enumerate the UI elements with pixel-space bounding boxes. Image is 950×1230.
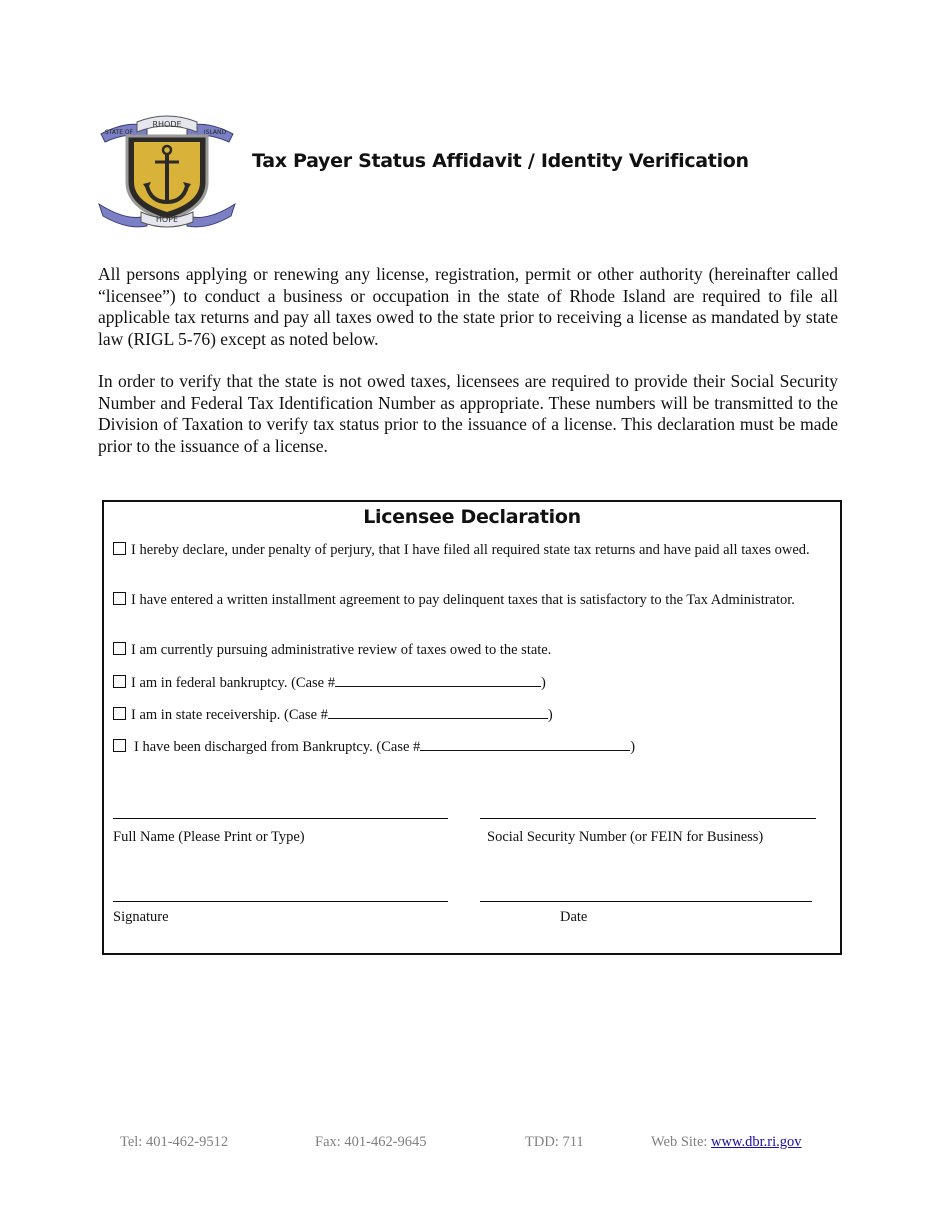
date-label: Date: [560, 909, 588, 925]
declaration-item-suffix: ): [541, 675, 546, 691]
footer-fax: Fax: 401-462-9645: [315, 1134, 427, 1150]
seal-text-left: STATE OF: [104, 129, 134, 136]
intro-paragraph-1: All persons applying or renewing any license, registration, permit or other authority (hereinafter called “licensee”) to conduct a business or occupation in the state of Rhode Island are required to file all applicable tax returns and pay all taxes owed to the state prior to receiving a license as mandated by state law (RIGL 5-76) except as noted below.: [98, 264, 838, 349]
declaration-item-installment: [113, 590, 829, 611]
declaration-item-label: I am currently pursuing administrative review of taxes owed to the state.: [131, 642, 552, 658]
signature-label: Signature: [113, 909, 169, 925]
declaration-item-discharged-bankruptcy: [113, 736, 829, 758]
seal-text-top: RHODE: [152, 120, 182, 129]
signature-field[interactable]: [113, 901, 448, 902]
checkbox-installment[interactable]: [113, 592, 126, 605]
page-title: Tax Payer Status Affidavit / Identity Verification: [252, 150, 749, 172]
declaration-item-label: I am in state receivership. (Case #: [131, 707, 328, 723]
ssn-fein-label: Social Security Number (or FEIN for Business): [487, 829, 764, 845]
licensee-declaration-box: [102, 500, 842, 955]
rhode-island-seal-logo: [97, 112, 237, 230]
website-label: Web Site:: [651, 1134, 712, 1150]
declaration-item-label: I have entered a written installment agreement to pay delinquent taxes that is satisfactory to the Tax Administrator.: [131, 592, 795, 608]
seal-text-bottom: HOPE: [155, 215, 179, 224]
intro-paragraph-2: In order to verify that the state is not owed taxes, licensees are required to provide their Social Security Number and Federal Tax Identification Number as appropriate. These numbers will be transmitted to the Division of Taxation to verify tax status prior to the issuance of a license. This declaration must be made prior to the issuance of a license.: [98, 371, 838, 456]
discharged-bankruptcy-case-number-field[interactable]: [420, 736, 630, 751]
date-field[interactable]: [480, 901, 812, 902]
footer-website: [651, 1134, 802, 1151]
ssn-fein-field[interactable]: [480, 818, 816, 819]
declaration-item-suffix: ): [630, 739, 636, 755]
declaration-item-federal-bankruptcy: [113, 672, 829, 694]
checkbox-filed-returns[interactable]: [113, 542, 126, 555]
full-name-field[interactable]: [113, 818, 448, 819]
declaration-item-state-receivership: [113, 704, 829, 726]
checkbox-admin-review[interactable]: [113, 642, 126, 655]
declaration-item-filed-returns: [113, 540, 829, 561]
footer-tel: Tel: 401-462-9512: [120, 1134, 229, 1150]
federal-bankruptcy-case-number-field[interactable]: [335, 672, 541, 687]
declaration-item-suffix: ): [547, 707, 553, 723]
state-receivership-case-number-field[interactable]: [328, 704, 548, 719]
checkbox-discharged-bankruptcy[interactable]: [113, 739, 126, 752]
website-link[interactable]: www.dbr.ri.gov: [711, 1134, 802, 1150]
declaration-item-label: I hereby declare, under penalty of perjury, that I have filed all required state tax returns and have paid all taxes owed.: [131, 542, 810, 558]
declaration-item-label: I have been discharged from Bankruptcy. (Case #: [134, 739, 421, 755]
seal-text-right: ISLAND: [203, 129, 227, 136]
checkbox-state-receivership[interactable]: [113, 707, 126, 720]
checkbox-federal-bankruptcy[interactable]: [113, 675, 126, 688]
declaration-item-label: I am in federal bankruptcy. (Case #: [131, 675, 335, 691]
footer-tdd: TDD: 711: [525, 1134, 584, 1150]
declaration-item-admin-review: [113, 640, 829, 661]
declaration-title: Licensee Declaration: [363, 506, 581, 528]
full-name-label: Full Name (Please Print or Type): [113, 829, 305, 845]
